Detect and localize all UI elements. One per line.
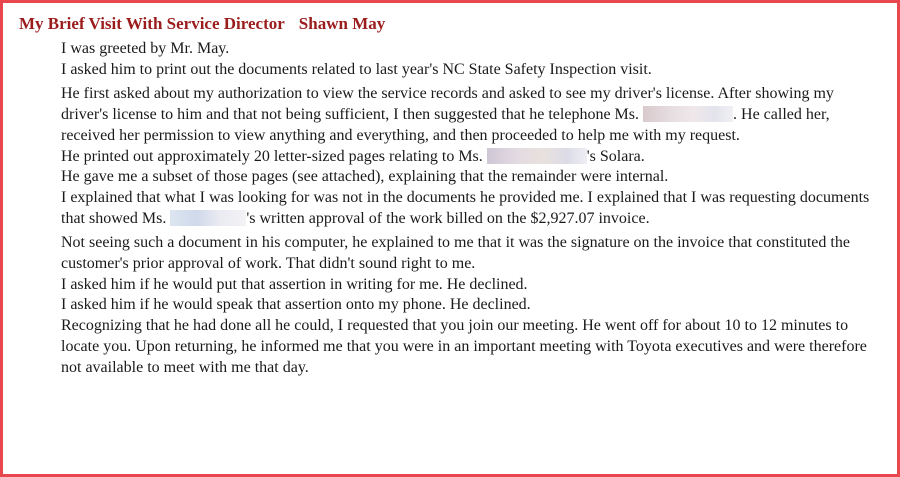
paragraph-request: I asked him to print out the documents related to last year's NC State Safety Inspection visit. bbox=[61, 60, 652, 78]
paragraph-greeting: I was greeted by Mr. May. bbox=[61, 40, 230, 57]
paragraph-writing-declined: I asked him if he would put that assertion in writing for me. He declined. bbox=[61, 275, 528, 293]
redaction-blur bbox=[643, 106, 733, 122]
paragraph-subset: He gave me a subset of those pages (see attached), explaining that the remainder were internal. bbox=[61, 168, 669, 186]
paragraph-authorization-text-a: He first asked about my authorization to view the service records and asked to see my driver's license. After showing my driver's license to him and that not being sufficient, I then suggested that he telephone Ms. bbox=[61, 85, 834, 124]
document-body bbox=[61, 39, 871, 378]
paragraph-explanation bbox=[61, 188, 871, 229]
redaction-blur bbox=[170, 210, 246, 226]
paragraph-meeting: Recognizing that he had done all he could, I requested that you join our meeting. He went off for about 10 to 12 minutes to locate you. Upon returning, he informed me that you were in an important meeting with Toyota executives and were therefore not available to meet with me that day. bbox=[61, 317, 867, 376]
paragraph-explanation-text-b: 's written approval of the work billed on the $2,927.07 invoice. bbox=[246, 209, 650, 227]
paragraph-signature: Not seeing such a document in his computer, he explained to me that it was the signature on the invoice that constituted the customer's prior approval of work. That didn't sound right to me. bbox=[61, 234, 850, 273]
title-text: My Brief Visit With Service Director bbox=[19, 14, 285, 33]
paragraph-printout bbox=[61, 147, 871, 168]
paragraph-authorization bbox=[61, 84, 871, 146]
paragraph-phone-declined: I asked him if he would speak that assertion onto my phone. He declined. bbox=[61, 296, 531, 314]
paragraph-explanation-text-a: I explained that what I was looking for was not in the documents he provided me. I explained that I was requesting documents that showed Ms. bbox=[61, 188, 870, 227]
paragraph-printout-text-b: 's Solara. bbox=[586, 147, 645, 165]
paragraph-authorization-text-b: . He called her, received her permission to view anything and everything, and then proceeded to help me with my request. bbox=[61, 106, 830, 144]
paragraph-printout-text-a: He printed out approximately 20 letter-sized pages relating to Ms. bbox=[61, 147, 487, 165]
document-title bbox=[19, 14, 385, 34]
title-name: Shawn May bbox=[298, 14, 386, 33]
redaction-blur bbox=[487, 148, 587, 164]
